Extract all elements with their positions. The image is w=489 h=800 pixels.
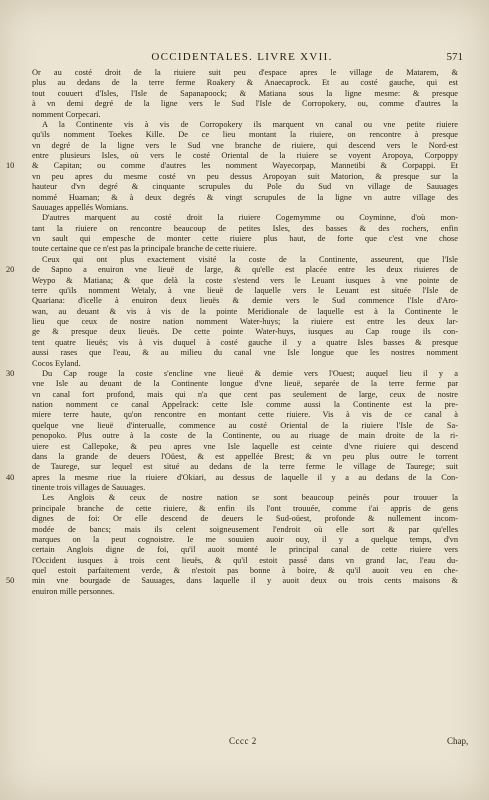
text-line: ge & presque deux lieuës. De cette pointe Water-huys, iusques au Cap rouge ils con- <box>32 327 458 337</box>
text-line: vn peu apres du mesme costé vn peu dessus Aropoyan suit Matorion, & presque sur la <box>32 171 458 181</box>
text-line: A la Continente vis à vis de Corropokery ils marquent vn canal ou vne petite riuiere <box>42 119 458 129</box>
text-line: certain Anglois digne de foi, qu'il auoit monté le principal canal de cette riuiere vers <box>32 545 458 555</box>
text-line: Du Cap rouge la coste s'encline vne lieuë & demie vers l'Ouest; auquel lieu il y a <box>42 368 458 378</box>
text-line: tant la riuiere on rencontre beaucoup de petites Isles, des basses & des rochers, enfin <box>32 223 458 233</box>
text-line: quel estoit parfaitement verde, & n'estoit pas bonne à boire, & qu'il auoit veu en che- <box>32 566 458 575</box>
signature-mark: Cccc 2 <box>229 736 257 746</box>
page-header <box>0 51 489 65</box>
text-line: de Sapno a enuiron vne lieuë de large, & qu'elle est placée entre les deux riuieres de <box>32 265 458 275</box>
line-number-marker: 40 <box>6 472 15 482</box>
text-line: toute certaine que ce n'est pas la principale branche de cette riuiere. <box>32 244 257 254</box>
text-line: quelque vne lieuë d'interualle, commence au costé Oriental de la riuiere l'Isle de Sa- <box>32 420 458 430</box>
running-head: OCCIDENTALES. LIVRE XVII. <box>151 51 333 63</box>
text-line: penopoko. Plus outre à la coste de la Continente, ou au riuage de main droite de la ri- <box>32 431 458 441</box>
text-line: marques on la peut cognoistre. Ie me souuien auoir ouy, il y a quelque temps, d'vn <box>32 534 458 544</box>
text-line: D'autres marquent au costé droit la riuiere Cogemymme ou Coyminne, d'où mon- <box>42 213 458 223</box>
text-line: aussi rases que l'eau, & au milieu du canal vne Isle longue que les nostres nomment <box>32 348 458 358</box>
page-footer <box>0 736 489 750</box>
text-line: miere terre haute, qu'on rencontre en montant cette riuiere. Vis à vis de ce canal à <box>32 410 458 420</box>
text-line: Ceux qui ont plus exactement visité la coste de la Continente, asseurent, que l'Isle <box>42 254 458 264</box>
text-line: entre plusieurs Isles, où vers le costé Oriental de la riuiere se voyent Aropoya, Corpoppy <box>32 151 458 160</box>
text-line: de Taurege, sur lequel est situé au dedans de la terre ferme le village de Taurege; suit <box>32 462 458 472</box>
text-line: principale branche de cette riuiere, & enfin ils l'ont trouuée, comme i'ai appris de gens <box>32 503 458 513</box>
text-line: nommé Huaman; & à deux degrés & vingt scrupules de la ligne vn autre village des <box>32 192 458 202</box>
text-line: Weypo & Matiana; & que delà la coste s'estend vers le Leuant iusques à vne pointe de <box>32 275 458 285</box>
text-line: plus au dedans de la terre ferme Roakery & Anaecaprock. Et au costé gauche, qui est <box>32 78 458 88</box>
text-line: uiere est Callepoke, & peu apres vne Isle laquelle est ceinte d'vne riuiere qui descend <box>32 441 458 451</box>
text-line: Sauuages appellés Womians. <box>32 202 129 212</box>
text-line: lieu que ceux de nostre nation nomment Water-huys; la riuiere est entre les deux lar- <box>32 317 458 326</box>
line-number-marker: 30 <box>6 368 15 378</box>
text-line: min vne bourgade de Sauuages, dans laquelle il y auoit deux ou trois cents maisons & <box>32 576 458 586</box>
text-line: tout couuert d'Isles, l'Isle de Sapanapoock; & Matiana sous la ligne mesme: & presque <box>32 88 458 98</box>
text-line: l'Occident iusques à trois cent lieuës, & qu'il estoit passé dans vn grand lac, l'eau du- <box>32 555 458 565</box>
text-line: nomment Corpecari. <box>32 109 101 119</box>
text-line: Les Anglois & ceux de nostre nation se sont beaucoup peinés pour trouuer la <box>42 493 458 503</box>
text-line: & Capitan; ou comme d'autres les nomment Wayecorpap, Mannetibi & Corpappi. Et <box>32 161 458 171</box>
text-line: terre qu'ils nomment Wetaly, à vne lieuë de laquelle vers le Leuant est située l'Isle de <box>32 285 458 295</box>
text-line: modée de bancs; mais ils celent soigneusement l'endroit où elle sort & par qu'elles <box>32 524 458 534</box>
text-line: Cocos Eyland. <box>32 358 81 368</box>
line-number-marker: 10 <box>6 161 15 171</box>
text-line: wan, au deuant & vis à vis de la pointe Meridionale de laquelle est à la Continente le <box>32 306 458 316</box>
text-line: vn canal fort profond, mais qui n'a que cent pas seulement de large, ceux de nostre <box>32 389 458 399</box>
text-line: Quariana: d'icelle à enuiron deux lieuës & demie vers le Sud commence l'Isle d'Aro- <box>32 296 458 306</box>
text-line: qu'ils nomment Toekes Kille. De ce lieu montant la riuiere, on rencontre à presque <box>32 130 458 140</box>
text-line: apres la mesme riue la riuiere d'Okiari, au dessus de laquelle il y a au dedans de la Con- <box>32 472 458 482</box>
text-line: vn sault qui empesche de monter cette riuiere plus haut, de forte que c'est vne chose <box>32 234 458 243</box>
text-line: hauteur d'vn degré & cinquante scrupules du Pole du Sud vn village de Sauuages <box>32 182 458 192</box>
text-line: vne Isle au deuant de la Continente longue d'vne lieuë, separée de la terre ferme par <box>32 379 458 389</box>
line-number-marker: 20 <box>6 265 15 275</box>
body-text <box>6 68 458 597</box>
text-line: dignes de foi: Or elle descend de deuers le Sud-oüest, profonde & nullement incom- <box>32 514 458 524</box>
catchword: Chap, <box>447 736 469 746</box>
text-line: enuiron mille personnes. <box>32 586 115 596</box>
line-number-marker: 50 <box>6 576 15 586</box>
text-line: à vn demi degré de la ligne vers le Sud l'Isle de Corropokery, ou, comme d'autres la <box>32 99 458 109</box>
text-line: tinente trois villages de Sauuages. <box>32 483 146 492</box>
text-line: Or au costé droit de la riuiere suit peu d'espace apres le village de Matarem, & <box>32 68 458 77</box>
text-line: tent quatre lieuës; vis à vis duquel à costé gauche il y a quatre Isles basses & presque <box>32 337 458 347</box>
page-number: 571 <box>446 51 463 63</box>
text-line: dans la grande de deuers l'Oüest, & est appellée Brest; & vn peu plus outre le torrent <box>32 451 458 461</box>
text-line: vn degré de la ligne vers le Sud vne branche de riuiere, qui descend vers le Nord-est <box>32 140 458 150</box>
text-line: nation nomment ce canal Appelrack: cette Isle comme aussi la Continente est la pre- <box>32 400 458 409</box>
